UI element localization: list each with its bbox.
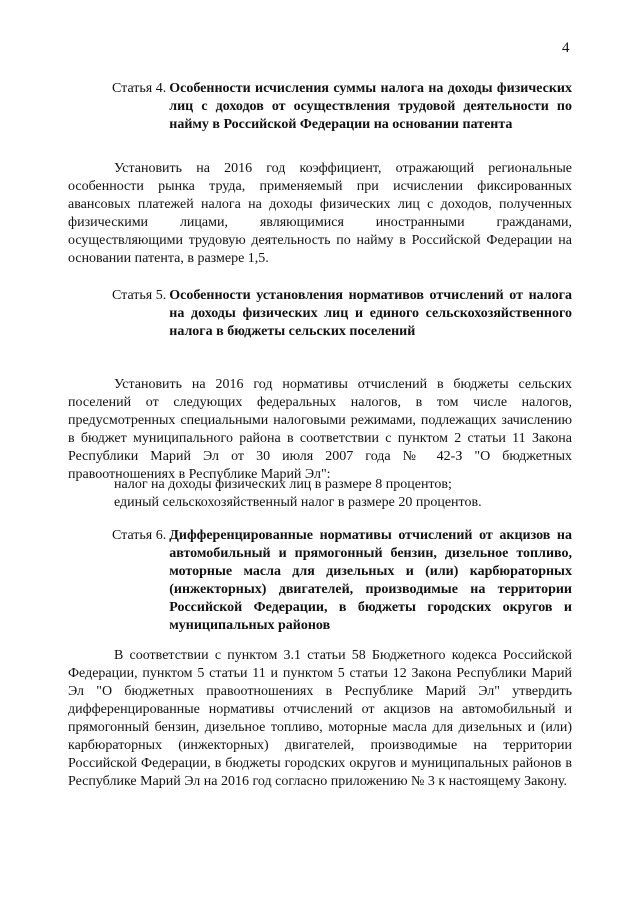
article-6-paragraph: В соответствии с пунктом 3.1 статьи 58 Бюджетного кодекса Российской Федерации, пунктом 5 статьи 11 и пунктом 5 статьи 12 Закона Республики Марий Эл "О бюджетных правоотношениях в Республике Марий Эл" утвердить дифференцированные нормативы отчислений от акцизов на автомобильный и прямогонный бензин, дизельное топливо, моторные масла для дизельных и (или) карбюраторных (инжекторных) двигателей, производимые на территории Российской Федерации, в бюджеты городских округов и муниципальных районов в Республике Марий Эл на 2016 год согласно приложению № 3 к настоящему Закону.	[68, 648, 572, 789]
article-4-heading	[112, 80, 572, 134]
article-4-paragraph: Установить на 2016 год коэффициент, отражающий региональные особенности рынка труда, применяемый при исчислении фиксированных авансовых платежей налога на доходы физических лиц с доходов, полученных физическими лицами, являющимися иностранными гражданами, осуществляющими трудовую деятельность по найму в Российской Федерации на основании патента, в размере 1,5.	[68, 161, 572, 266]
article-label: Статья 4.	[112, 81, 167, 96]
article-label: Статья 5.	[112, 288, 167, 303]
article-title: Особенности установления нормативов отчислений от налога на доходы физических лиц и единого сельскохозяйственного налога в бюджеты сельских поселений	[169, 288, 572, 339]
article-label: Статья 6.	[112, 528, 167, 543]
list-item: налог на доходы физических лиц в размере 8 процентов;	[114, 477, 452, 492]
article-title: Особенности исчисления суммы налога на доходы физических лиц с доходов от осуществления трудовой деятельности по найму в Российской Федерации на основании патента	[169, 81, 572, 132]
article-6-heading	[112, 527, 572, 635]
article-5-paragraph: Установить на 2016 год нормативы отчислений в бюджеты сельских поселений от следующих федеральных налогов, в том числе налогов, предусмотренных специальными налоговыми режимами, подлежащих зачислению в бюджет муниципального района в соответствии с пунктом 2 статьи 11 Закона Республики Марий Эл от 30 июля 2007 года № 42-З "О бюджетных правоотношениях в Республике Марий Эл":	[68, 377, 572, 482]
list-item: единый сельскохозяйственный налог в размере 20 процентов.	[114, 495, 482, 510]
article-5-heading	[112, 287, 572, 341]
page-number: 4	[562, 40, 570, 56]
article-title: Дифференцированные нормативы отчислений от акцизов на автомобильный и прямогонный бензин, дизельное топливо, моторные масла для дизельных и (или) карбюраторных (инжекторных) двигателей, производимые на территории Российской Федерации, в бюджеты городских округов и муниципальных районов	[169, 528, 572, 633]
